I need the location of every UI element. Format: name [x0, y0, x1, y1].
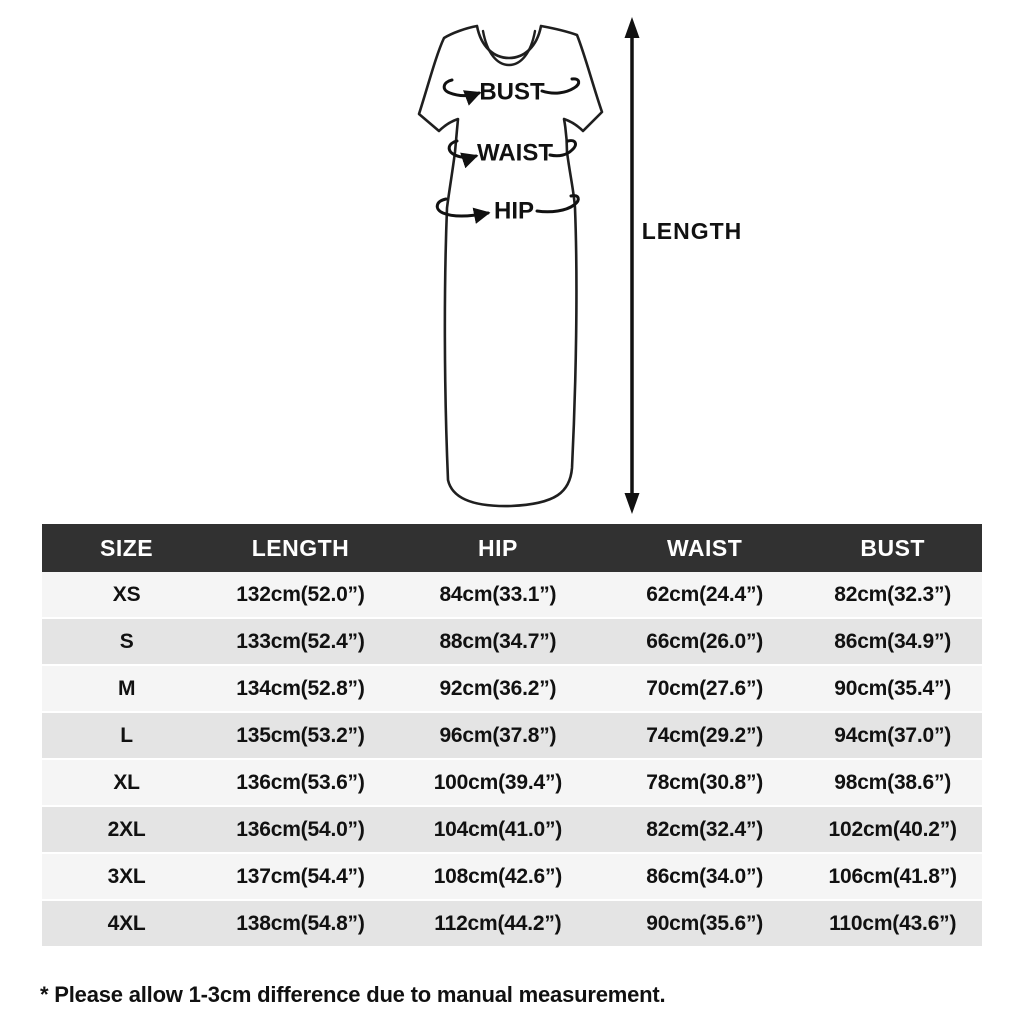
- table-row-l: [42, 712, 982, 759]
- length-cell: 137cm(54.4”): [211, 853, 390, 900]
- size-table-header: [42, 524, 982, 572]
- bust-cell: 94cm(37.0”): [803, 712, 982, 759]
- length-label: LENGTH: [641, 218, 743, 244]
- hip-label: HIP: [493, 197, 535, 225]
- col-header-waist: WAIST: [606, 524, 803, 572]
- length-cell: 132cm(52.0”): [211, 572, 390, 618]
- waist-cell: 82cm(32.4”): [606, 806, 803, 853]
- size-table-body: [42, 572, 982, 947]
- bust-cell: 98cm(38.6”): [803, 759, 982, 806]
- size-cell: S: [42, 618, 211, 665]
- size-table: [42, 524, 982, 948]
- table-row-4xl: [42, 900, 982, 947]
- waist-cell: 66cm(26.0”): [606, 618, 803, 665]
- hip-cell: 88cm(34.7”): [390, 618, 606, 665]
- hip-cell: 104cm(41.0”): [390, 806, 606, 853]
- waist-cell: 62cm(24.4”): [606, 572, 803, 618]
- measurement-note: * Please allow 1-3cm difference due to manual measurement.: [40, 982, 666, 1007]
- waist-cell: 74cm(29.2”): [606, 712, 803, 759]
- hip-cell: 108cm(42.6”): [390, 853, 606, 900]
- table-row-m: [42, 665, 982, 712]
- col-header-bust: BUST: [803, 524, 982, 572]
- size-cell: XL: [42, 759, 211, 806]
- hip-cell: 92cm(36.2”): [390, 665, 606, 712]
- bust-cell: 86cm(34.9”): [803, 618, 982, 665]
- table-row-2xl: [42, 806, 982, 853]
- waist-cell: 78cm(30.8”): [606, 759, 803, 806]
- size-cell: M: [42, 665, 211, 712]
- length-arrowhead-down: [625, 493, 640, 514]
- table-row-xl: [42, 759, 982, 806]
- bust-cell: 82cm(32.3”): [803, 572, 982, 618]
- waist-cell: 90cm(35.6”): [606, 900, 803, 947]
- header-row: [42, 524, 982, 572]
- hip-cell: 96cm(37.8”): [390, 712, 606, 759]
- length-cell: 138cm(54.8”): [211, 900, 390, 947]
- col-header-size: SIZE: [42, 524, 211, 572]
- length-cell: 134cm(52.8”): [211, 665, 390, 712]
- bust-cell: 106cm(41.8”): [803, 853, 982, 900]
- length-arrowhead-up: [625, 17, 640, 38]
- table-row-3xl: [42, 853, 982, 900]
- hip-cell: 84cm(33.1”): [390, 572, 606, 618]
- length-cell: 136cm(53.6”): [211, 759, 390, 806]
- hip-cell: 100cm(39.4”): [390, 759, 606, 806]
- table-row-xs: [42, 572, 982, 618]
- size-cell: 3XL: [42, 853, 211, 900]
- length-cell: 133cm(52.4”): [211, 618, 390, 665]
- bust-cell: 110cm(43.6”): [803, 900, 982, 947]
- length-arrow: [625, 17, 640, 514]
- size-cell: 4XL: [42, 900, 211, 947]
- waist-cell: 70cm(27.6”): [606, 665, 803, 712]
- table-row-s: [42, 618, 982, 665]
- waist-label: WAIST: [477, 139, 553, 167]
- col-header-length: LENGTH: [211, 524, 390, 572]
- col-header-hip: HIP: [390, 524, 606, 572]
- size-cell: 2XL: [42, 806, 211, 853]
- length-cell: 135cm(53.2”): [211, 712, 390, 759]
- bust-cell: 90cm(35.4”): [803, 665, 982, 712]
- hip-cell: 112cm(44.2”): [390, 900, 606, 947]
- length-cell: 136cm(54.0”): [211, 806, 390, 853]
- waist-cell: 86cm(34.0”): [606, 853, 803, 900]
- bust-label: BUST: [479, 78, 545, 106]
- bust-cell: 102cm(40.2”): [803, 806, 982, 853]
- size-cell: L: [42, 712, 211, 759]
- size-cell: XS: [42, 572, 211, 618]
